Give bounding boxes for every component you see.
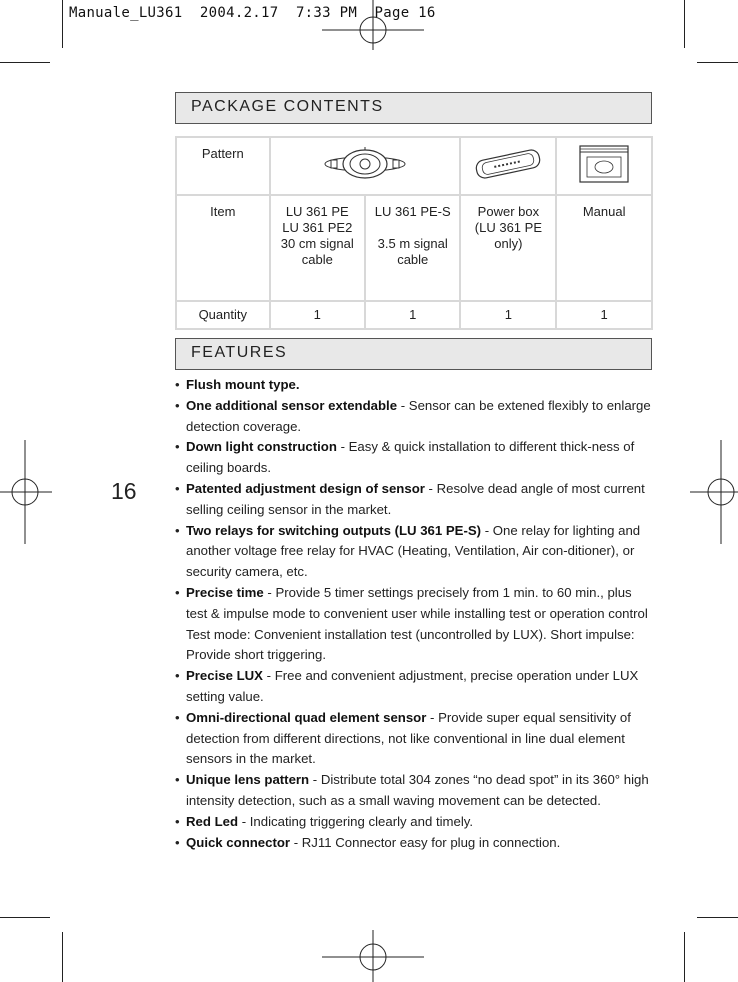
list-item	[175, 521, 655, 583]
item-line: LU 361 PE	[285, 204, 349, 219]
feature-description: - Indicating triggering clearly and timely.	[238, 813, 474, 829]
list-item	[175, 708, 655, 770]
bullet: •	[175, 584, 180, 600]
feature-title: Red Led	[186, 813, 239, 829]
print-slug: Manuale_LU361 2004.2.17 7:33 PM Page 16	[69, 5, 436, 21]
ceiling-sensor-icon	[320, 144, 410, 184]
list-item	[175, 479, 655, 521]
table-row	[176, 195, 652, 301]
item-line: cable	[397, 252, 429, 267]
features-list	[175, 375, 655, 853]
item-line: 3.5 m signal	[377, 236, 448, 251]
bullet: •	[175, 834, 180, 850]
table-row	[176, 137, 652, 195]
item-line: LU 361 PE-S	[374, 204, 451, 219]
bullet: •	[175, 439, 180, 455]
bullet: •	[175, 377, 180, 392]
item-line: 30 cm signal	[280, 236, 354, 251]
package-contents-table	[175, 136, 653, 330]
registration-mark-icon	[322, 0, 424, 50]
list-item	[175, 833, 655, 854]
item-line	[368, 220, 457, 236]
feature-description: - Distribute total 304 zones “no dead spot” in its 360° high intensity detection, such as a small waving movement can be detected.	[186, 772, 649, 808]
feature-title: Down light construction	[186, 439, 337, 455]
feature-description: - Free and convenient adjustment, precise operation under LUX setting value.	[186, 668, 639, 704]
registration-mark-icon	[322, 930, 424, 982]
power-box-icon	[468, 144, 548, 184]
feature-title: Precise time	[186, 584, 264, 600]
feature-title: Omni-directional quad element sensor	[186, 709, 427, 725]
package-contents-header	[175, 92, 652, 124]
list-item	[175, 770, 655, 812]
table-row	[176, 301, 652, 329]
bullet: •	[175, 480, 180, 496]
feature-title: Flush mount type.	[186, 377, 300, 392]
bullet: •	[175, 522, 180, 538]
item-line: cable	[301, 252, 333, 267]
item-cell	[460, 195, 556, 301]
page-number: 16	[111, 478, 137, 504]
feature-description: - Provide 5 timer settings precisely from 1 min. to 60 min., plus test & impulse mode to convenient user while installing test or operation control Test mode: Convenient installation test (uncontrolled by LUX). Short impulse: Provide short triggering.	[186, 584, 648, 663]
section-title: FEATURES	[191, 344, 288, 361]
feature-description: - Sensor can be extened flexibly to enlarge detection coverage.	[186, 397, 651, 434]
registration-mark-icon	[690, 440, 738, 544]
feature-title: Precise LUX	[186, 668, 263, 684]
feature-title: Patented adjustment design of sensor	[186, 480, 425, 496]
bullet: •	[175, 397, 180, 413]
feature-description: - Provide super equal sensitivity of detection from different directions, not like conventional in line dual element sensors in the market.	[186, 709, 631, 767]
bullet: •	[175, 813, 180, 829]
quantity-cell: 1	[460, 301, 556, 329]
feature-title: One additional sensor extendable	[186, 397, 398, 413]
bullet: •	[175, 668, 180, 684]
item-line: (LU 361 PE	[474, 220, 542, 235]
quantity-cell: 1	[270, 301, 365, 329]
item-cell	[556, 195, 652, 301]
feature-description: - Easy & quick installation to different thick-ness of ceiling boards.	[186, 439, 635, 476]
item-line: LU 361 PE2	[282, 220, 353, 235]
pattern-cell	[460, 137, 556, 195]
quantity-cell: 1	[556, 301, 652, 329]
bullet: •	[175, 772, 180, 788]
registration-mark-icon	[0, 440, 52, 544]
item-line: Power box	[477, 204, 540, 219]
list-item	[175, 666, 655, 708]
item-line: only)	[494, 236, 523, 251]
item-line: Manual	[582, 204, 626, 219]
features-header	[175, 338, 652, 370]
manual-icon	[574, 142, 634, 186]
section-title: PACKAGE CONTENTS	[191, 98, 384, 115]
feature-description: - RJ11 Connector easy for plug in connection.	[290, 834, 561, 850]
feature-title: Two relays for switching outputs (LU 361 PE-S)	[186, 522, 482, 538]
list-item	[175, 812, 655, 833]
pattern-cell	[556, 137, 652, 195]
feature-description: - Resolve dead angle of most current selling ceiling sensor in the market.	[186, 480, 645, 517]
list-item	[175, 396, 655, 438]
feature-description: - One relay for lighting and another voltage free relay for HVAC (Heating, Ventilation, Air con-ditioner), or security camera, etc.	[186, 522, 641, 580]
item-cell	[365, 195, 460, 301]
bullet: •	[175, 709, 180, 725]
item-cell	[270, 195, 365, 301]
quantity-cell: 1	[365, 301, 460, 329]
row-label: Pattern	[176, 137, 270, 195]
list-item	[175, 375, 655, 396]
list-item	[175, 583, 655, 666]
row-label: Quantity	[176, 301, 270, 329]
feature-title: Unique lens pattern	[186, 772, 310, 788]
list-item	[175, 437, 655, 479]
feature-title: Quick connector	[186, 834, 291, 850]
row-label: Item	[176, 195, 270, 301]
pattern-cell	[270, 137, 461, 195]
